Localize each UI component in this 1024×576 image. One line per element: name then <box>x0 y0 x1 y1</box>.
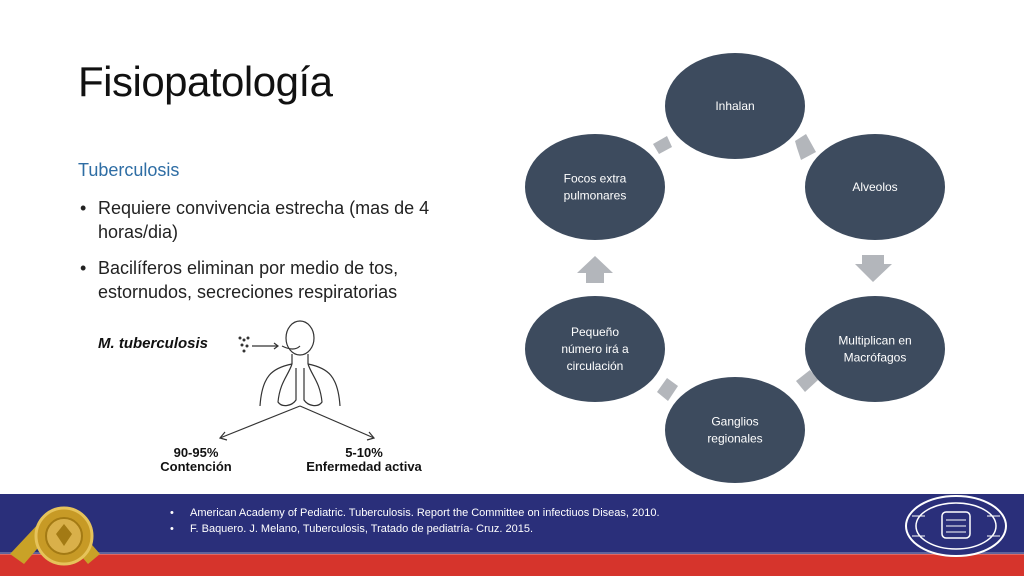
reference-list <box>170 505 850 537</box>
slide-title: Fisiopatología <box>78 58 333 105</box>
reference-item: • F. Baquero. J. Melano, Tuberculosis, Tratado de pediatría- Cruz. 2015. <box>170 521 850 537</box>
cycle-node-label: Alveolos <box>852 180 898 194</box>
right-percent: 5-10% <box>345 445 383 460</box>
bullet-item: • Requiere convivencia estrecha (mas de 4 horas/dia) <box>78 196 478 244</box>
arrow-icon <box>653 136 672 154</box>
cycle-node-label: Multiplican en <box>838 333 912 348</box>
cycle-node-label: pulmonares <box>563 188 627 203</box>
arrow-icon <box>577 256 613 283</box>
arrow-icon <box>795 134 816 160</box>
cycle-node-shape <box>805 296 945 402</box>
cycle-node-ganglios <box>665 377 805 483</box>
left-percent: 90-95% <box>173 445 219 460</box>
cycle-node-label: número irá a <box>561 342 629 356</box>
reference-item: • American Academy of Pediatric. Tuberculosis. Report the Committee on infectiuos Diseas, 2010. <box>170 505 850 521</box>
cycle-node-shape <box>525 134 665 240</box>
cycle-node-pequeno <box>525 296 665 402</box>
organism-label: M. tuberculosis <box>98 335 209 352</box>
cycle-node-label: circulación <box>566 359 624 373</box>
cycle-node-label: Inhalan <box>715 99 755 113</box>
cycle-node-inhalan <box>665 53 805 159</box>
cycle-node-label: Pequeño <box>570 325 620 339</box>
cycle-node-label: regionales <box>707 431 763 446</box>
right-outcome: Enfermedad activa <box>306 459 422 474</box>
cycle-node-alveolos <box>805 134 945 240</box>
cycle-node-shape <box>665 377 805 483</box>
cycle-node-focos <box>525 134 665 240</box>
cycle-node-label: Macrófagos <box>843 350 907 365</box>
cycle-node-label: Focos extra <box>563 171 627 186</box>
bullet-item: • Bacilíferos eliminan por medio de tos, estornudos, secreciones respiratorias <box>78 256 478 304</box>
cycle-node-multiplican <box>805 296 945 402</box>
cycle-node-label: Ganglios <box>711 414 759 429</box>
arrow-icon <box>657 378 678 401</box>
university-seal <box>906 496 1006 556</box>
slide-subtitle: Tuberculosis <box>78 160 180 180</box>
left-outcome: Contención <box>160 459 232 474</box>
arrow-icon <box>855 255 892 282</box>
